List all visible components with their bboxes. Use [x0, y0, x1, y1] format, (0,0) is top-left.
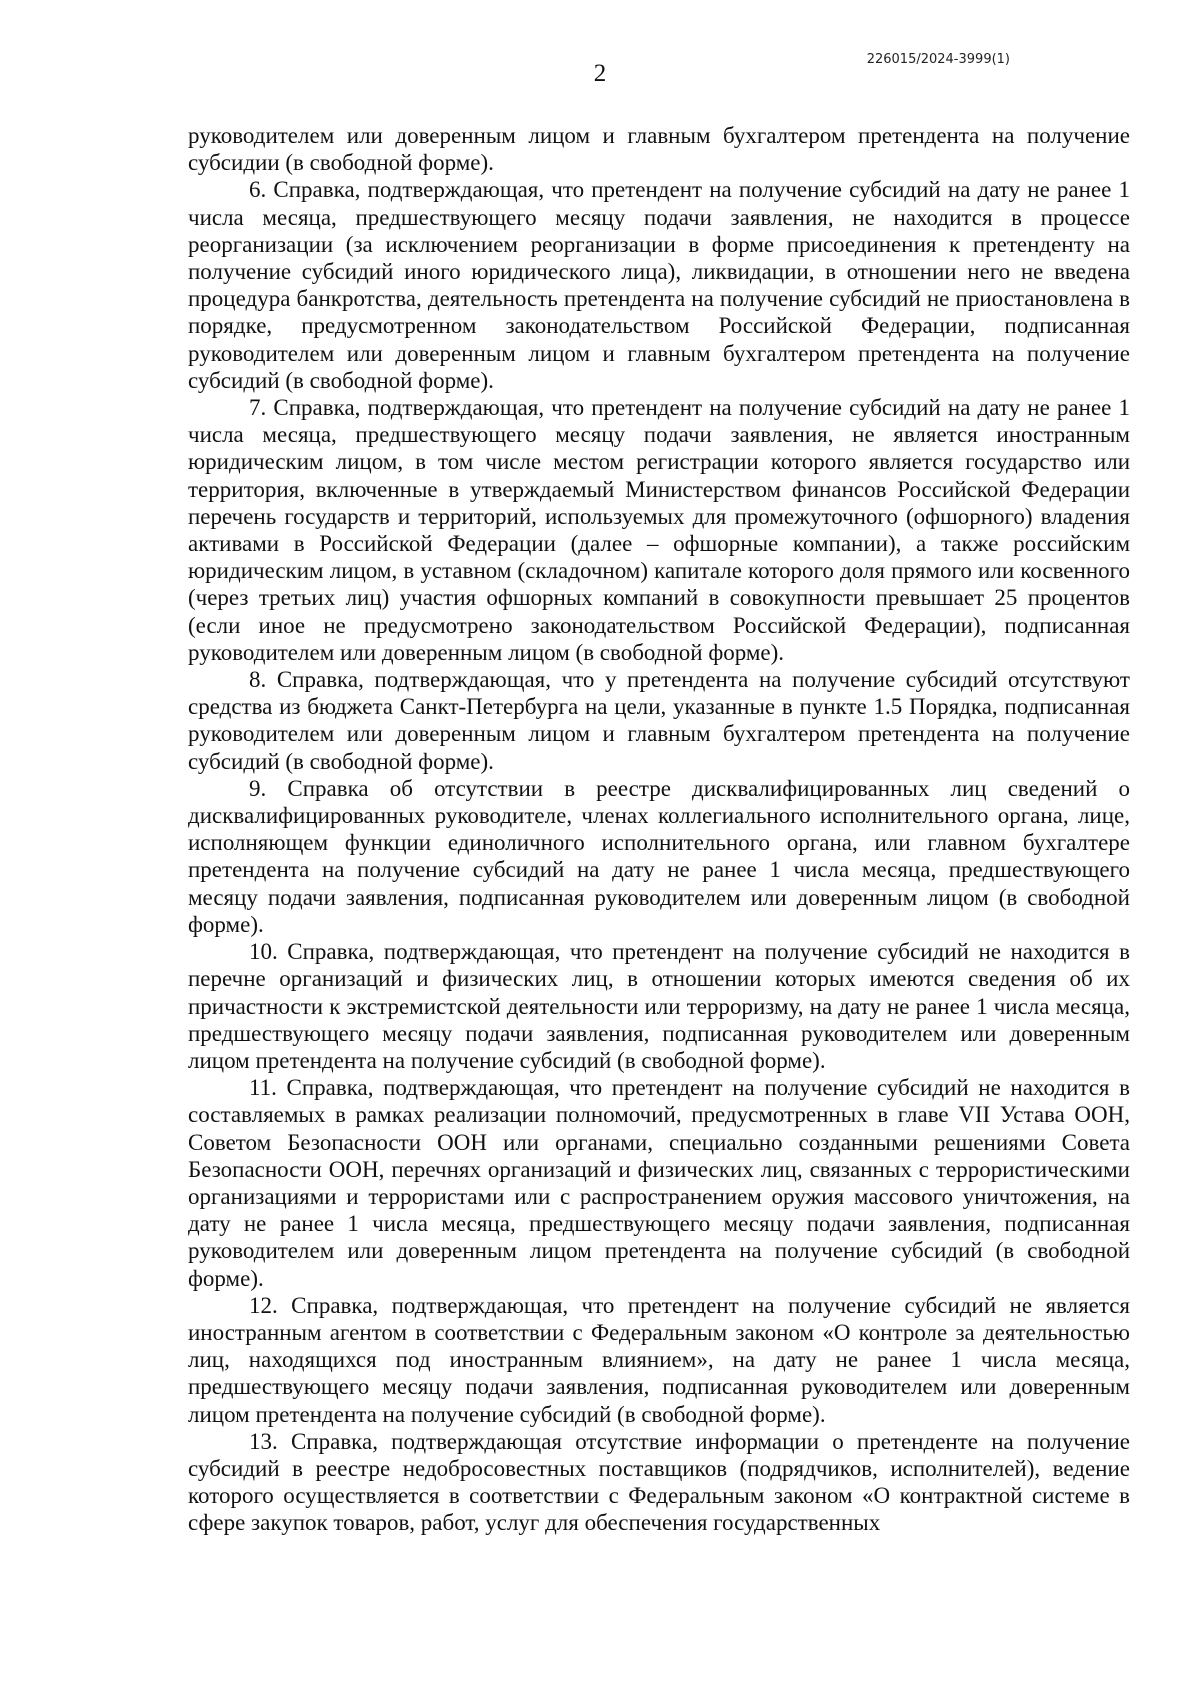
- paragraph-item-10: 10. Справка, подтверждающая, что претендент на получение субсидий не находится в перечне организаций и физических лиц, в отношении которых имеются сведения об их причастности к экстремистской деятельности или терроризму, на дату не ранее 1 числа месяца, предшествующего месяцу подачи заявления, подписанная руководителем или доверенным лицом претендента на получение субсидий (в свободной форме).: [188, 939, 1130, 1073]
- paragraph-item-6: 6. Справка, подтверждающая, что претендент на получение субсидий на дату не ранее 1 числа месяца, предшествующего месяцу подачи заявления, не находится в процессе реорганизации (за исключением реорганизации в форме присоединения к претенденту на получение субсидий иного юридического лица), ликвидации, в отношении него не введена процедура банкротства, деятельность претендента на получение субсидий не приостановлена в порядке, предусмотренном законодательством Российской Федерации, подписанная руководителем или доверенным лицом и главным бухгалтером претендента на получение субсидий (в свободной форме).: [188, 177, 1130, 393]
- paragraph-continuation: руководителем или доверенным лицом и главным бухгалтером претендента на получение субсидии (в свободной форме).: [188, 123, 1130, 176]
- document-body: [188, 122, 1130, 1537]
- paragraph-item-11: 11. Справка, подтверждающая, что претендент на получение субсидий не находится в составляемых в рамках реализации полномочий, предусмотренных в главе VII Устава ООН, Советом Безопасности ООН или органами, специально созданными решениями Совета Безопасности ООН, перечнях организаций и физических лиц, связанных с террористическими организациями и террористами или с распространением оружия массового уничтожения, на дату не ранее 1 числа месяца, предшествующего месяцу подачи заявления, подписанная руководителем или доверенным лицом претендента на получение субсидий (в свободной форме).: [188, 1075, 1130, 1291]
- paragraph-item-12: 12. Справка, подтверждающая, что претендент на получение субсидий не является иностранным агентом в соответствии с Федеральным законом «О контроле за деятельностью лиц, находящихся под иностранным влиянием», на дату не ранее 1 числа месяца, предшествующего месяцу подачи заявления, подписанная руководителем или доверенным лицом претендента на получение субсидий (в свободной форме).: [188, 1292, 1130, 1427]
- paragraph-item-9: 9. Справка об отсутствии в реестре дисквалифицированных лиц сведений о дисквалифицированных руководителе, членах коллегиального исполнительного органа, лице, исполняющем функции единоличного исполнительного органа, или главном бухгалтере претендента на получение субсидий на дату не ранее 1 числа месяца, предшествующего месяцу подачи заявления, подписанная руководителем или доверенным лицом (в свободной форме).: [188, 775, 1130, 937]
- page-number: 2: [593, 60, 607, 87]
- paragraph-item-8: 8. Справка, подтверждающая, что у претендента на получение субсидий отсутствуют средства из бюджета Санкт-Петербурга на цели, указанные в пункте 1.5 Порядка, подписанная руководителем или доверенным лицом и главным бухгалтером претендента на получение субсидий (в свободной форме).: [188, 667, 1130, 774]
- paragraph-item-13: 13. Справка, подтверждающая отсутствие информации о претенденте на получение субсидий в реестре недобросовестных поставщиков (подрядчиков, исполнителей), ведение которого осуществляется в соответствии с Федеральным законом «О контрактной системе в сфере закупок товаров, работ, услуг для обеспечения государственных: [188, 1428, 1130, 1536]
- document-id: 226015/2024-3999(1): [866, 52, 1010, 67]
- paragraph-item-7: 7. Справка, подтверждающая, что претендент на получение субсидий на дату не ранее 1 числа месяца, предшествующего месяцу подачи заявления, не является иностранным юридическим лицом, в том числе местом регистрации которого является государство или территория, включенные в утверждаемый Министерством финансов Российской Федерации перечень государств и территорий, используемых для промежуточного (офшорного) владения активами в Российской Федерации (далее – офшорные компании), а также российским юридическим лицом, в уставном (складочном) капитале которого доля прямого или косвенного (через третьих лиц) участия офшорных компаний в совокупности превышает 25 процентов (если иное не предусмотрено законодательством Российской Федерации), подписанная руководителем или доверенным лицом (в свободной форме).: [188, 395, 1130, 665]
